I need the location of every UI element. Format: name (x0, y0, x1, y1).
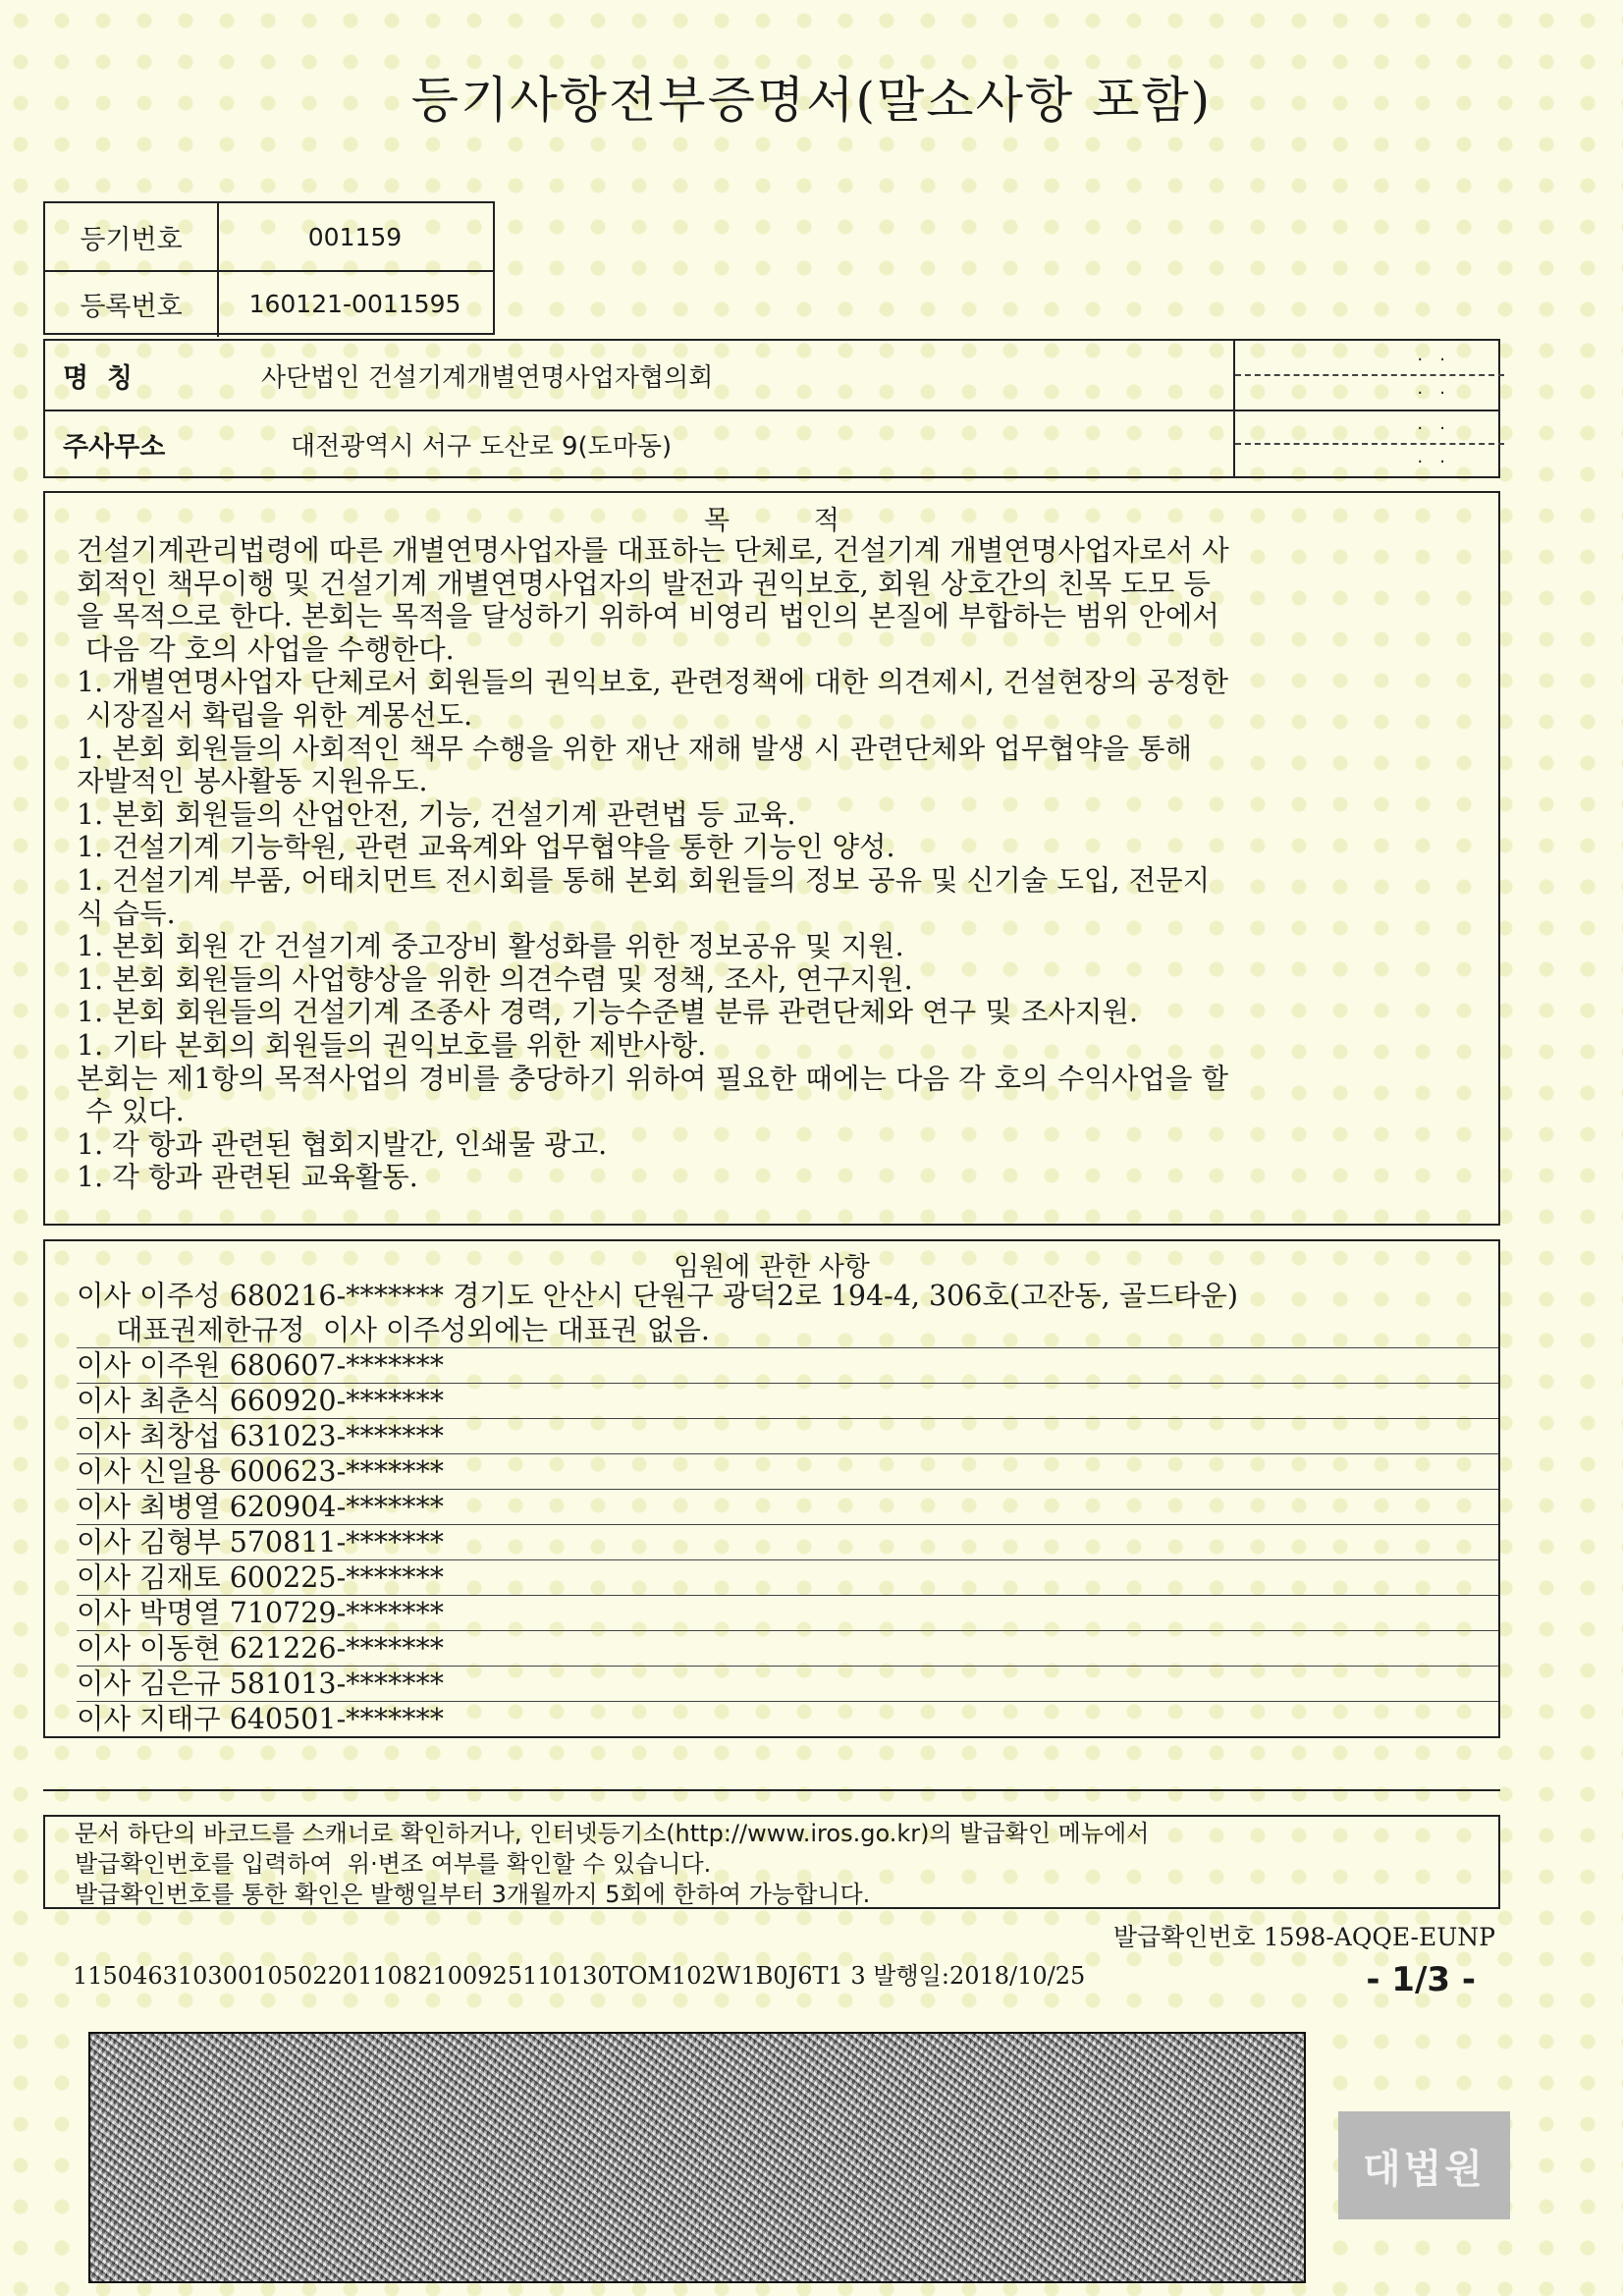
officer-row: 이사 최춘식 660920-******* (77, 1383, 1498, 1418)
change-date-dots: . . (1417, 345, 1445, 365)
officer-row: 이사 지태구 640501-******* (77, 1701, 1498, 1736)
officer-primary-line: 이사 이주성 680216-******* 경기도 안산시 단원구 광덕2로 194-4, 306호(고잔동, 골드타운) (77, 1280, 1239, 1312)
registration-number-value: 001159 (307, 222, 403, 251)
corporation-name-label: 명 칭 (63, 362, 133, 394)
verification-notice (43, 1815, 1500, 1909)
purpose-heading: 목 적 (704, 506, 839, 536)
purpose-line: 1. 각 항과 관련된 협회지발간, 인쇄물 광고. (77, 1127, 608, 1161)
officers-heading: 임원에 관한 사항 (674, 1252, 870, 1283)
purpose-line: 식 습득. (77, 897, 176, 930)
officers-section (43, 1239, 1500, 1738)
page-number: - 1/3 - (1366, 1960, 1476, 1999)
office-change-column (1233, 410, 1504, 478)
officers-list (77, 1279, 1498, 1736)
purpose-line: 1. 개별연명사업자 단체로서 회원들의 권익보호, 관련정책에 대한 의견제시, 건설현장의 공정한 (77, 666, 1229, 699)
officer-row: 이사 이주원 680607-******* (77, 1347, 1498, 1383)
purpose-line: 시장질서 확립을 위한 계몽선도. (77, 698, 473, 732)
officer-row: 이사 신일용 600623-******* (77, 1453, 1498, 1489)
purpose-line: 1. 본회 회원들의 산업안전, 기능, 건설기계 관련법 등 교육. (77, 797, 796, 831)
purpose-line: 1. 본회 회원들의 건설기계 조종사 경력, 기능수준별 분류 관련단체와 연구 및 조사지원. (77, 996, 1139, 1029)
purpose-line: 자발적인 봉사활동 지원유도. (77, 765, 428, 798)
section-divider (43, 1789, 1500, 1791)
name-change-column (1233, 341, 1504, 410)
purpose-line: 건설기계관리법령에 따른 개별연명사업자를 대표하는 단체로, 건설기계 개별연명사업자로서 사 (77, 534, 1229, 567)
purpose-line: 수 있다. (77, 1095, 185, 1128)
registration-number-label: 등기번호 (45, 203, 219, 270)
officer-row: 이사 최병열 620904-******* (77, 1489, 1498, 1524)
serial-and-issue-date: 115046310300105022011082100925110130TOM102W1B0J6T1 3 발행일:2018/10/25 (73, 1962, 1086, 1990)
purpose-line: 1. 본회 회원들의 사회적인 책무 수행을 위한 재난 재해 발생 시 관련단체와 업무협약을 통해 (77, 732, 1193, 765)
change-date-dots: . . (1417, 413, 1445, 434)
officer-row: 이사 김재토 600225-******* (77, 1559, 1498, 1595)
purpose-line: 1. 건설기계 기능학원, 관련 교육계와 업무협약을 통한 기능인 양성. (77, 831, 895, 864)
purpose-line: 1. 본회 회원 간 건설기계 중고장비 활성화를 위한 정보공유 및 지원. (77, 930, 904, 963)
issue-confirmation-number: 발급확인번호 1598-AQQE-EUNP (1112, 1923, 1495, 1951)
change-divider (1235, 443, 1504, 445)
officer-row: 이사 최창섭 631023-******* (77, 1418, 1498, 1453)
officer-row: 이사 이동현 621226-******* (77, 1630, 1498, 1666)
purpose-line: 다음 각 호의 사업을 수행한다. (77, 632, 455, 666)
purpose-line: 1. 건설기계 부품, 어태치먼트 전시회를 통해 본회 회원들의 정보 공유 및 신기술 도입, 전문지 (77, 863, 1211, 897)
office-label: 주사무소 (63, 431, 166, 463)
supreme-court-seal: 대법원 (1338, 2111, 1510, 2219)
officer-row: 이사 김은규 581013-******* (77, 1666, 1498, 1701)
change-date-dots: . . (1417, 378, 1445, 399)
purpose-line: 을 목적으로 한다. 본회는 목적을 달성하기 위하여 비영리 법인의 본질에 부합하는 범위 안에서 (77, 600, 1219, 633)
record-number-row (45, 270, 493, 337)
corporation-name-row (45, 341, 1498, 411)
representation-restriction: 대표권제한규정 이사 이주성외에는 대표권 없음. (116, 1314, 710, 1346)
registration-box (43, 201, 495, 335)
notice-line-2: 발급확인번호를 입력하여 위·변조 여부를 확인할 수 있습니다. (75, 1850, 712, 1878)
office-value: 대전광역시 서구 도산로 9(도마동) (291, 431, 673, 462)
change-date-dots: . . (1417, 447, 1445, 467)
office-row (45, 410, 1498, 478)
corporation-info-box (43, 339, 1500, 478)
purpose-line: 1. 본회 회원들의 사업향상을 위한 의견수렴 및 정책, 조사, 연구지원. (77, 962, 913, 996)
officer-row: 이사 김형부 570811-******* (77, 1524, 1498, 1559)
purpose-line: 1. 기타 본회의 회원들의 권익보호를 위한 제반사항. (77, 1028, 707, 1062)
purpose-line: 1. 각 항과 관련된 교육활동. (77, 1161, 418, 1194)
registration-number-row (45, 203, 493, 272)
officer-row: 이사 박명열 710729-******* (77, 1595, 1498, 1630)
2d-barcode (88, 2032, 1306, 2283)
notice-line-1: 문서 하단의 바코드를 스캐너로 확인하거나, 인터넷등기소(http://www.iros.go.kr)의 발급확인 메뉴에서 (75, 1820, 1150, 1847)
purpose-section (43, 491, 1500, 1226)
purpose-line: 본회는 제1항의 목적사업의 경비를 충당하기 위하여 필요한 때에는 다음 각 호의 수익사업을 할 (77, 1062, 1229, 1095)
corporation-name-value: 사단법인 건설기계개별연명사업자협의회 (261, 362, 714, 393)
purpose-text (77, 534, 1467, 1194)
purpose-line: 회적인 책무이행 및 건설기계 개별연명사업자의 발전과 권익보호, 회원 상호간의 친목 도모 등 (77, 567, 1211, 600)
document-title: 등기사항전부증명서(말소사항 포함) (410, 72, 1213, 129)
record-number-label: 등록번호 (45, 270, 219, 337)
change-divider (1235, 374, 1504, 376)
notice-line-3: 발급확인번호를 통한 확인은 발행일부터 3개월까지 5회에 한하여 가능합니다. (75, 1881, 871, 1908)
record-number-value: 160121-0011595 (248, 289, 461, 318)
